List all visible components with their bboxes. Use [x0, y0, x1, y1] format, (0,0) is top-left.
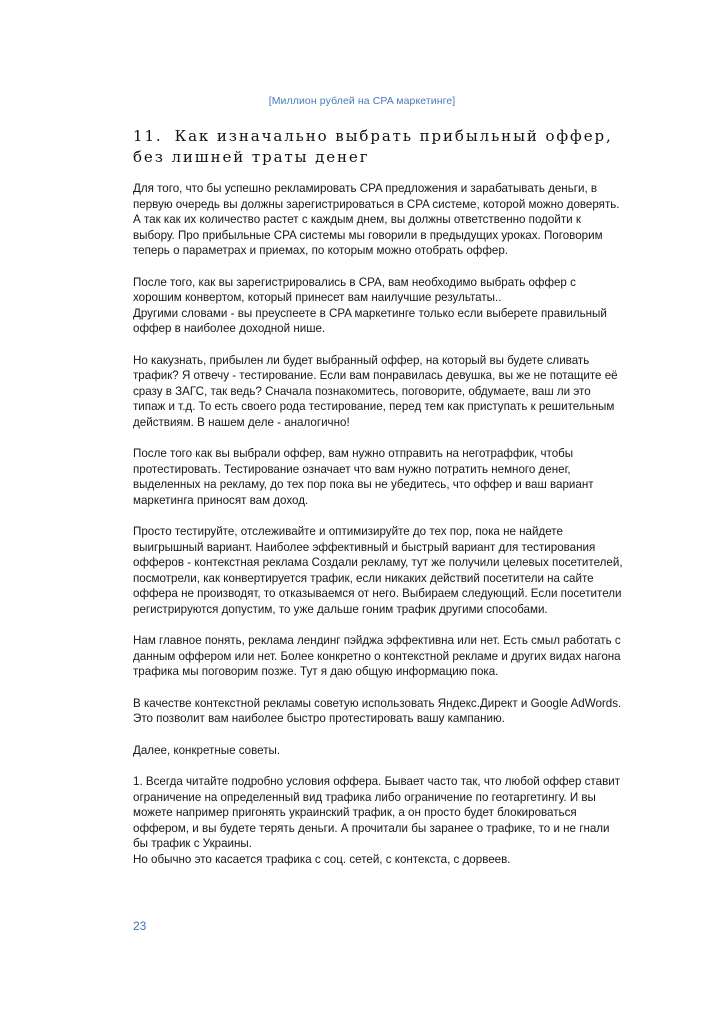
paragraph-8: Далее, конкретные советы. — [133, 743, 281, 757]
chapter-title — [133, 126, 623, 168]
chapter-number: 11. — [133, 127, 163, 145]
paragraph-2: После того, как вы зарегистрировались в CPA, вам необходимо выбрать оффер с хорошим конвертом, который принесет вам наилучшие результаты.. Другими словами - вы преуспеете в CPA маркетинге только если выберете правильный оффер в наиболее доходной нише. — [133, 275, 607, 335]
paragraph-6: Нам главное понять, реклама лендинг пэйджа эффективна или нет. Есть смыл работать с данным оффером или нет. Более конкретно о контекстной рекламе и других видах нагона трафика мы поговорим позже. Тут я даю общую информацию пока. — [133, 634, 621, 678]
chapter-title-text: Как изначально выбрать прибыльный оффер, без лишней траты денег — [133, 127, 613, 166]
running-header: [Миллион рублей на CPA маркетинге] — [268, 95, 456, 107]
paragraph-3: Но какузнать, прибылен ли будет выбранный оффер, на который вы будете сливать трафик? Я отвечу - тестирование. Если вам понравилась девушка, вы же не потащите её сразу в ЗАГС, так ведь? Сначала познакомитесь, поговорите, обдумаете, ваш ли это типаж и т.д. То есть своего рода тестирование, перед тем как приступать к решительным действиям. В нашем деле - аналогично! — [133, 353, 618, 429]
paragraph-4: После того как вы выбрали оффер, вам нужно отправить на неготраффик, чтобы протестировать. Тестирование означает что вам нужно потратить немного денег, выделенных на рекламу, до тех пор пока вы не убедитесь, что оффер и ваш вариант маркетинга приносят вам доход. — [133, 447, 594, 507]
body-text — [133, 181, 623, 883]
paragraph-1: Для того, что бы успешно рекламировать CPA предложения и зарабатывать деньги, в первую очередь вы должны зарегистрироваться в CPA системе, которой можно доверять. А так как их количество растет с каждым днем, вы должны ответственно подойти к выбору. Про прибыльные CPA системы мы говорили в предыдущих уроках. Поговорим теперь о параметрах и приемах, по которым можно отобрать оффер. — [133, 182, 620, 257]
paragraph-7: В качестве контекстной рекламы советую использовать Яндекс.Директ и Google AdWords. Это позволит вам наиболее быстро протестировать вашу кампанию. — [133, 696, 622, 725]
page-number: 23 — [133, 919, 147, 933]
paragraph-9: 1. Всегда читайте подробно условия оффера. Бывает часто так, что любой оффер ставит ограничение на определенный вид трафика либо ограничение по геотаргетингу. И вы можете например пригонять украинский трафик, а он просто будет блокироваться оффером, и вы будете терять деньги. А прочитали бы заранее о трафике, то и не гнали бы трафик с Украины. Но обычно это касается трафика с соц. сетей, с контекста, с дорвеев. — [133, 775, 621, 866]
paragraph-5: Просто тестируйте, отслеживайте и оптимизируйте до тех пор, пока не найдете выигрышный вариант. Наиболее эффективный и быстрый вариант для тестирования офферов - контекстная реклама Создали рекламу, тут же получили целевых посетителей, посмотрели, как конвертируется трафик, если никаких действий посетители на сайте оффера не производят, то отказываемся от него. Выбираем следующий. Если посетители регистрируются допустим, то уже дальше гоним трафик другими способами. — [133, 525, 623, 616]
